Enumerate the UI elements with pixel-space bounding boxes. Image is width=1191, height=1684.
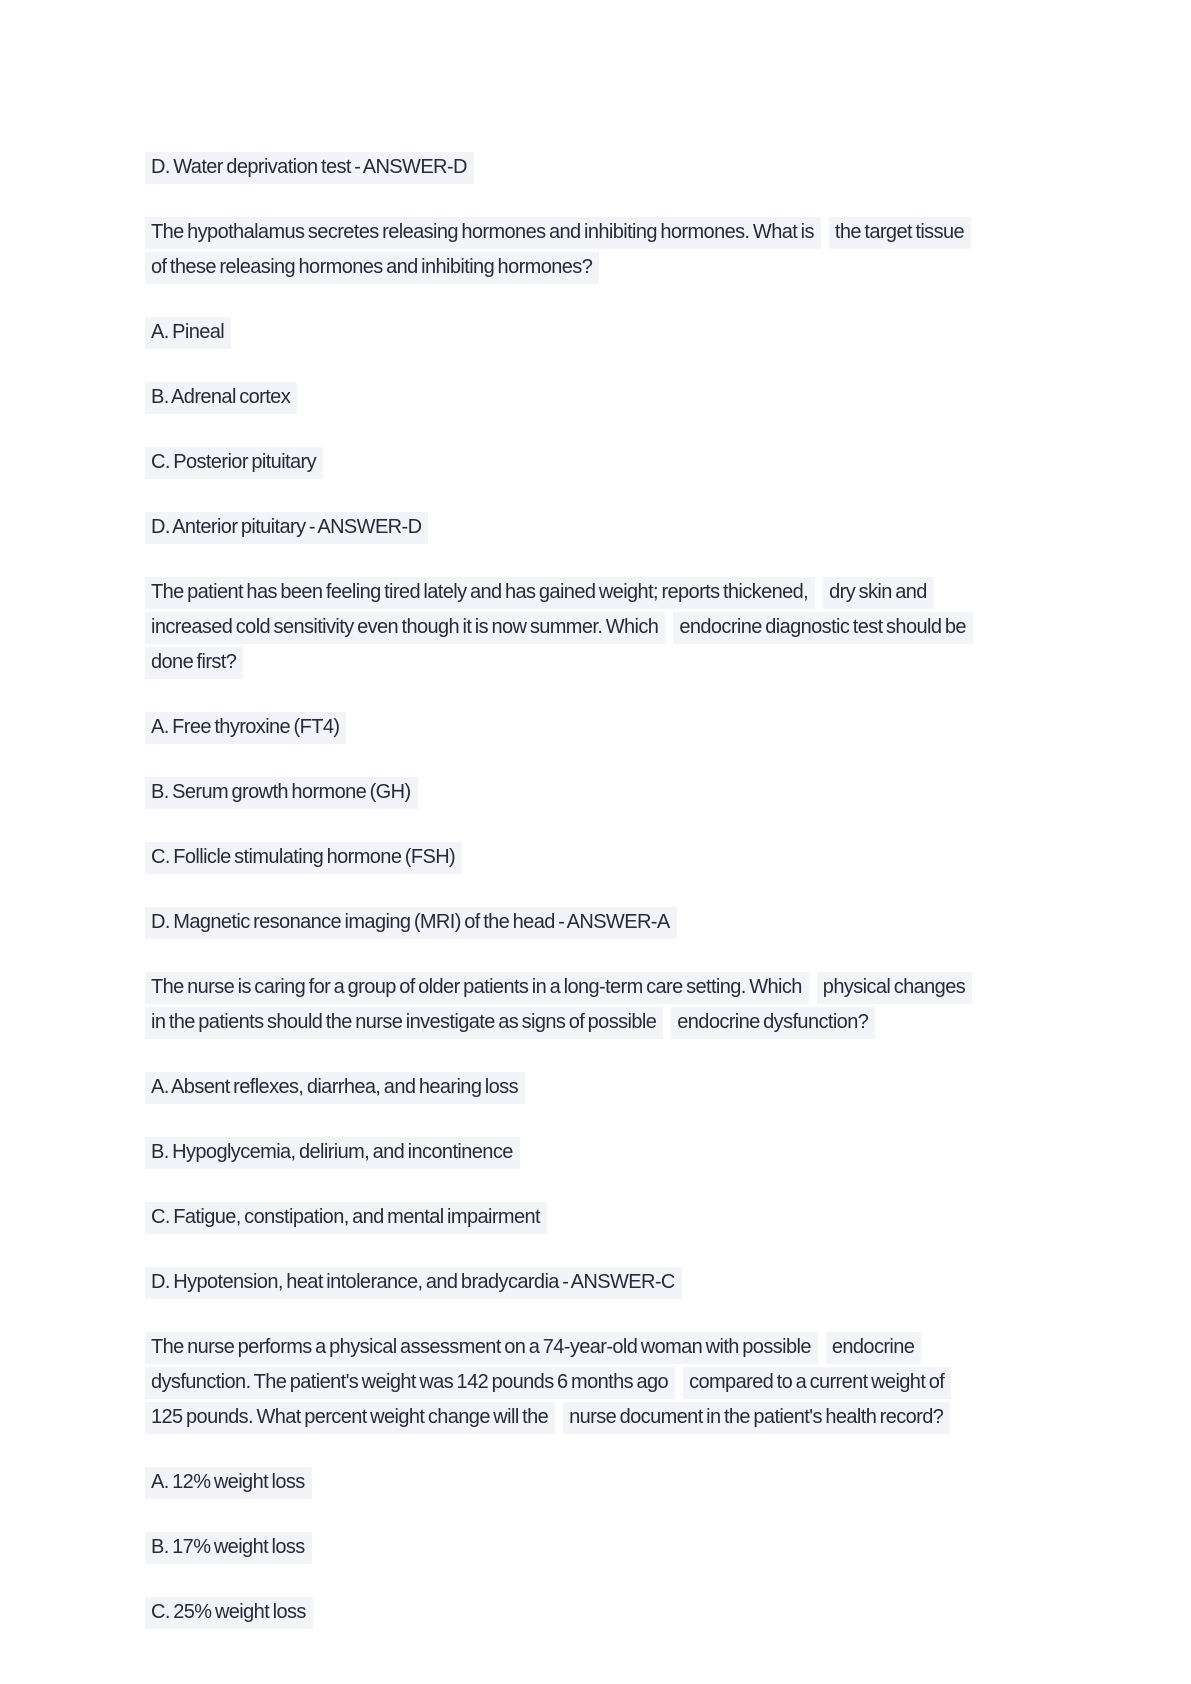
highlighted-text-segment: endocrine diagnostic test should be [673,612,973,644]
text-line [145,775,1065,810]
highlighted-text-segment: A. Free thyroxine (FT4) [145,712,346,744]
answer-option [145,710,1065,745]
text-line [145,445,1065,480]
text-line [145,1530,1065,1565]
question-text [145,575,1065,680]
text-line [145,1200,1065,1235]
highlighted-text-segment: A. 12% weight loss [145,1467,312,1499]
question-text [145,970,1065,1040]
text-line [145,1265,1065,1300]
highlighted-text-segment: C. Fatigue, constipation, and mental impairment [145,1202,547,1234]
text-line [145,315,1065,350]
highlighted-text-segment: D. Water deprivation test - ANSWER-D [145,152,474,184]
highlighted-text-segment: compared to a current weight of [683,1367,951,1399]
question-text [145,1330,1065,1435]
answer-option [145,445,1065,480]
highlighted-text-segment: A. Absent reflexes, diarrhea, and hearing loss [145,1072,525,1104]
highlighted-text-segment: The hypothalamus secretes releasing hormones and inhibiting hormones. What is [145,217,821,249]
highlighted-text-segment: endocrine dysfunction? [671,1007,875,1039]
highlighted-text-segment: B. Adrenal cortex [145,382,297,414]
answer-option [145,1135,1065,1170]
text-line [145,710,1065,745]
highlighted-text-segment: of these releasing hormones and inhibiting hormones? [145,252,599,284]
text-line [145,1330,1065,1365]
text-line [145,1070,1065,1105]
answer-option [145,380,1065,415]
text-line [145,1400,1065,1435]
highlighted-text-segment: dry skin and [823,577,934,609]
highlighted-text-segment: 125 pounds. What percent weight change will the [145,1402,555,1434]
answer-option [145,1200,1065,1235]
answer-option [145,1465,1065,1500]
highlighted-text-segment: C. 25% weight loss [145,1597,313,1629]
highlighted-text-segment: A. Pineal [145,317,231,349]
highlighted-text-segment: done first? [145,647,243,679]
highlighted-text-segment: nurse document in the patient's health record? [563,1402,950,1434]
highlighted-text-segment: in the patients should the nurse investigate as signs of possible [145,1007,663,1039]
text-line [145,905,1065,940]
highlighted-text-segment: D. Anterior pituitary - ANSWER-D [145,512,428,544]
text-line [145,610,1065,645]
highlighted-text-segment: D. Magnetic resonance imaging (MRI) of the head - ANSWER-A [145,907,677,939]
answer-option [145,1530,1065,1565]
answer-continuation-line [145,150,1065,185]
highlighted-text-segment: The nurse is caring for a group of older patients in a long-term care setting. Which [145,972,809,1004]
highlighted-text-segment: the target tissue [829,217,971,249]
highlighted-text-segment: physical changes [817,972,972,1004]
highlighted-text-segment: C. Posterior pituitary [145,447,323,479]
highlighted-text-segment: The patient has been feeling tired lately and has gained weight; reports thickened, [145,577,815,609]
text-line [145,575,1065,610]
highlighted-text-segment: B. 17% weight loss [145,1532,312,1564]
answer-option [145,1070,1065,1105]
highlighted-text-segment: endocrine [826,1332,921,1364]
highlighted-text-segment: The nurse performs a physical assessment on a 74-year-old woman with possible [145,1332,818,1364]
highlighted-text-segment: C. Follicle stimulating hormone (FSH) [145,842,462,874]
text-line [145,250,1065,285]
highlighted-text-segment: dysfunction. The patient's weight was 142 pounds 6 months ago [145,1367,675,1399]
highlighted-text-segment: D. Hypotension, heat intolerance, and bradycardia - ANSWER-C [145,1267,682,1299]
answer-option [145,315,1065,350]
question-text [145,215,1065,285]
text-line [145,1595,1065,1630]
text-line [145,1465,1065,1500]
answer-option [145,510,1065,545]
highlighted-text-segment: B. Hypoglycemia, delirium, and incontinence [145,1137,520,1169]
answer-option [145,775,1065,810]
highlighted-text-segment: B. Serum growth hormone (GH) [145,777,418,809]
text-line [145,840,1065,875]
text-line [145,1135,1065,1170]
highlighted-text-segment: increased cold sensitivity even though it is now summer. Which [145,612,665,644]
text-line [145,150,1065,185]
text-line [145,510,1065,545]
answer-option [145,840,1065,875]
answer-option [145,905,1065,940]
text-line [145,380,1065,415]
answer-option [145,1265,1065,1300]
text-line [145,645,1065,680]
text-line [145,1365,1065,1400]
text-line [145,1005,1065,1040]
answer-option [145,1595,1065,1630]
document-content [145,150,1065,1660]
text-line [145,215,1065,250]
text-line [145,970,1065,1005]
